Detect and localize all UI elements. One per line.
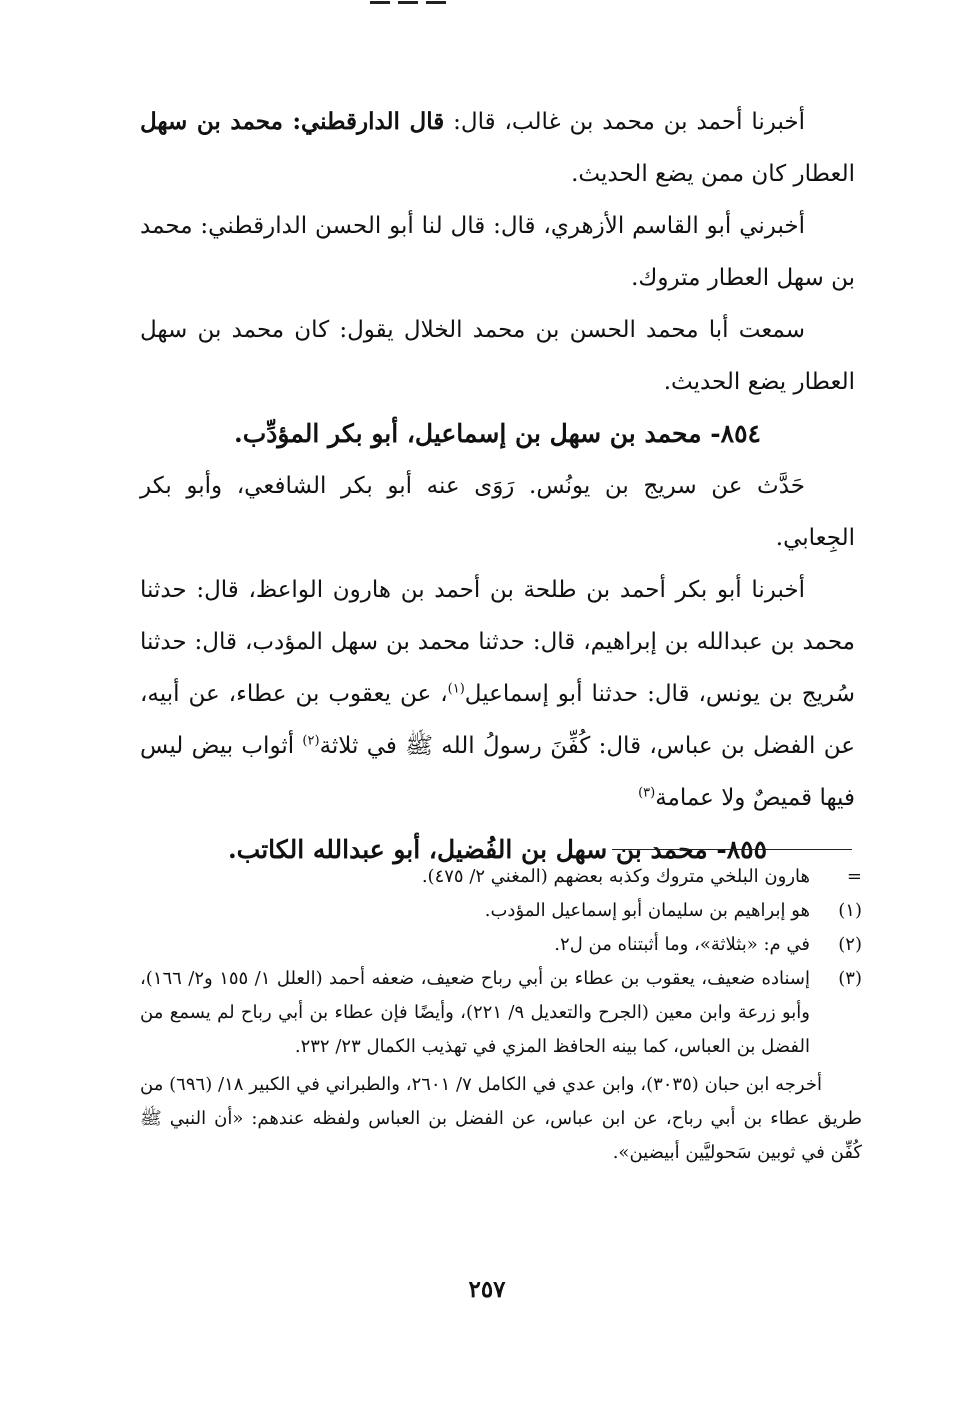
main-text [140, 96, 855, 876]
footnote-3-continuation [140, 1068, 862, 1170]
entry-heading-855: ٨٥٥- محمد بن سهل بن الفُضيل، أبو عبدالله الكاتب. [227, 835, 768, 864]
paragraph-1-tail: العطار كان ممن يضع الحديث. [571, 161, 855, 187]
top-mark [426, 1, 446, 4]
footnote-separator [612, 849, 852, 850]
top-edge-marks [370, 0, 450, 6]
paragraph-5 [140, 564, 855, 824]
paragraph-3-text: سمعت أبا محمد الحسن بن محمد الخلال يقول: كان محمد بن سهل العطار يضع الحديث. [140, 317, 855, 395]
footnote-ref-3: (٣) [638, 785, 656, 801]
paragraph-1-lead: أخبرنا أحمد بن محمد بن غالب، قال: [444, 109, 805, 135]
paragraph-5-part-3: أثواب بيض ليس فيها قميصٌ ولا عمامة [140, 733, 855, 811]
footnote-2 [140, 928, 862, 962]
paragraph-5-part-1: أخبرنا أبو بكر أحمد بن طلحة بن أحمد بن هارون الواعظ، قال: حدثنا محمد بن عبدالله بن إبراهيم، قال: حدثنا محمد بن سهل المؤدب، قال: حدثنا سُريج بن يونس، قال: حدثنا أبو إسماعيل [140, 577, 855, 707]
footnote-marker: (٣) [838, 968, 862, 989]
top-mark [398, 1, 418, 4]
paragraph-1 [140, 96, 855, 200]
footnote-text: إسناده ضعيف، يعقوب بن عطاء بن أبي رباح ضعيف، ضعفه أحمد (العلل ١/ ١٥٥ و٢/ ١٦٦)، وأبو زرعة وابن معين (الجرح والتعديل ٩/ ٢٢١)، وأيضًا فإن عطاء بن أبي رباح لم يسمع من الفضل بن العباس، كما بينه الحافظ المزي في تهذيب الكمال ٢٣/ ٢٣٢. [140, 968, 810, 1057]
page-number: ٢٥٧ [468, 1276, 506, 1303]
footnote-text: هو إبراهيم بن سليمان أبو إسماعيل المؤدب. [484, 900, 810, 921]
footnote-ref-2: (٢) [302, 733, 320, 749]
entry-heading-854: ٨٥٤- محمد بن سهل بن إسماعيل، أبو بكر المؤدِّب. [234, 419, 761, 448]
footnote-ref-1: (١) [447, 681, 465, 697]
footnote-3 [140, 962, 862, 1064]
footnote-text: في م: «بثلاثة»، وما أثبتناه من ل٢. [554, 934, 810, 955]
footnote-marker: (١) [838, 900, 862, 921]
paragraph-1-bold: قال الدارقطني: محمد بن سهل [140, 108, 445, 135]
paragraph-2-text: أخبرني أبو القاسم الأزهري، قال: قال لنا أبو الحسن الدارقطني: محمد بن سهل العطار متروك. [140, 213, 855, 291]
footnote-marker: (٢) [838, 934, 862, 955]
footnote-text: هارون البلخي متروك وكذبه بعضهم (المغني ٢/ ٤٧٥). [421, 866, 810, 887]
paragraph-3 [140, 304, 855, 408]
footnotes [140, 860, 862, 1170]
paragraph-4 [140, 460, 855, 564]
footnote-text: أخرجه ابن حبان (٣٠٣٥)، وابن عدي في الكامل ٧/ ٢٦٠١، والطبراني في الكبير ١٨/ (٦٩٦) من طريق عطاء بن أبي رباح، عن ابن عباس، عن الفضل بن العباس ولفظه عندهم: «أن النبي ﷺ كُفِّن في ثوبين سَحوليَّين أبيضين». [140, 1074, 862, 1163]
top-mark [370, 1, 390, 4]
footnote-1 [140, 894, 862, 928]
paragraph-5-part-2: ، عن يعقوب بن عطاء، عن أبيه، عن الفضل بن عباس، قال: كُفِّنَ رسولُ الله ﷺ في ثلاثة [140, 681, 855, 759]
paragraph-4-text: حَدَّث عن سريج بن يونُس. رَوَى عنه أبو بكر الشافعي، وأبو بكر الجِعابي. [140, 473, 855, 551]
footnote-continuation [140, 860, 862, 894]
paragraph-2 [140, 200, 855, 304]
footnote-marker: = [846, 866, 862, 887]
